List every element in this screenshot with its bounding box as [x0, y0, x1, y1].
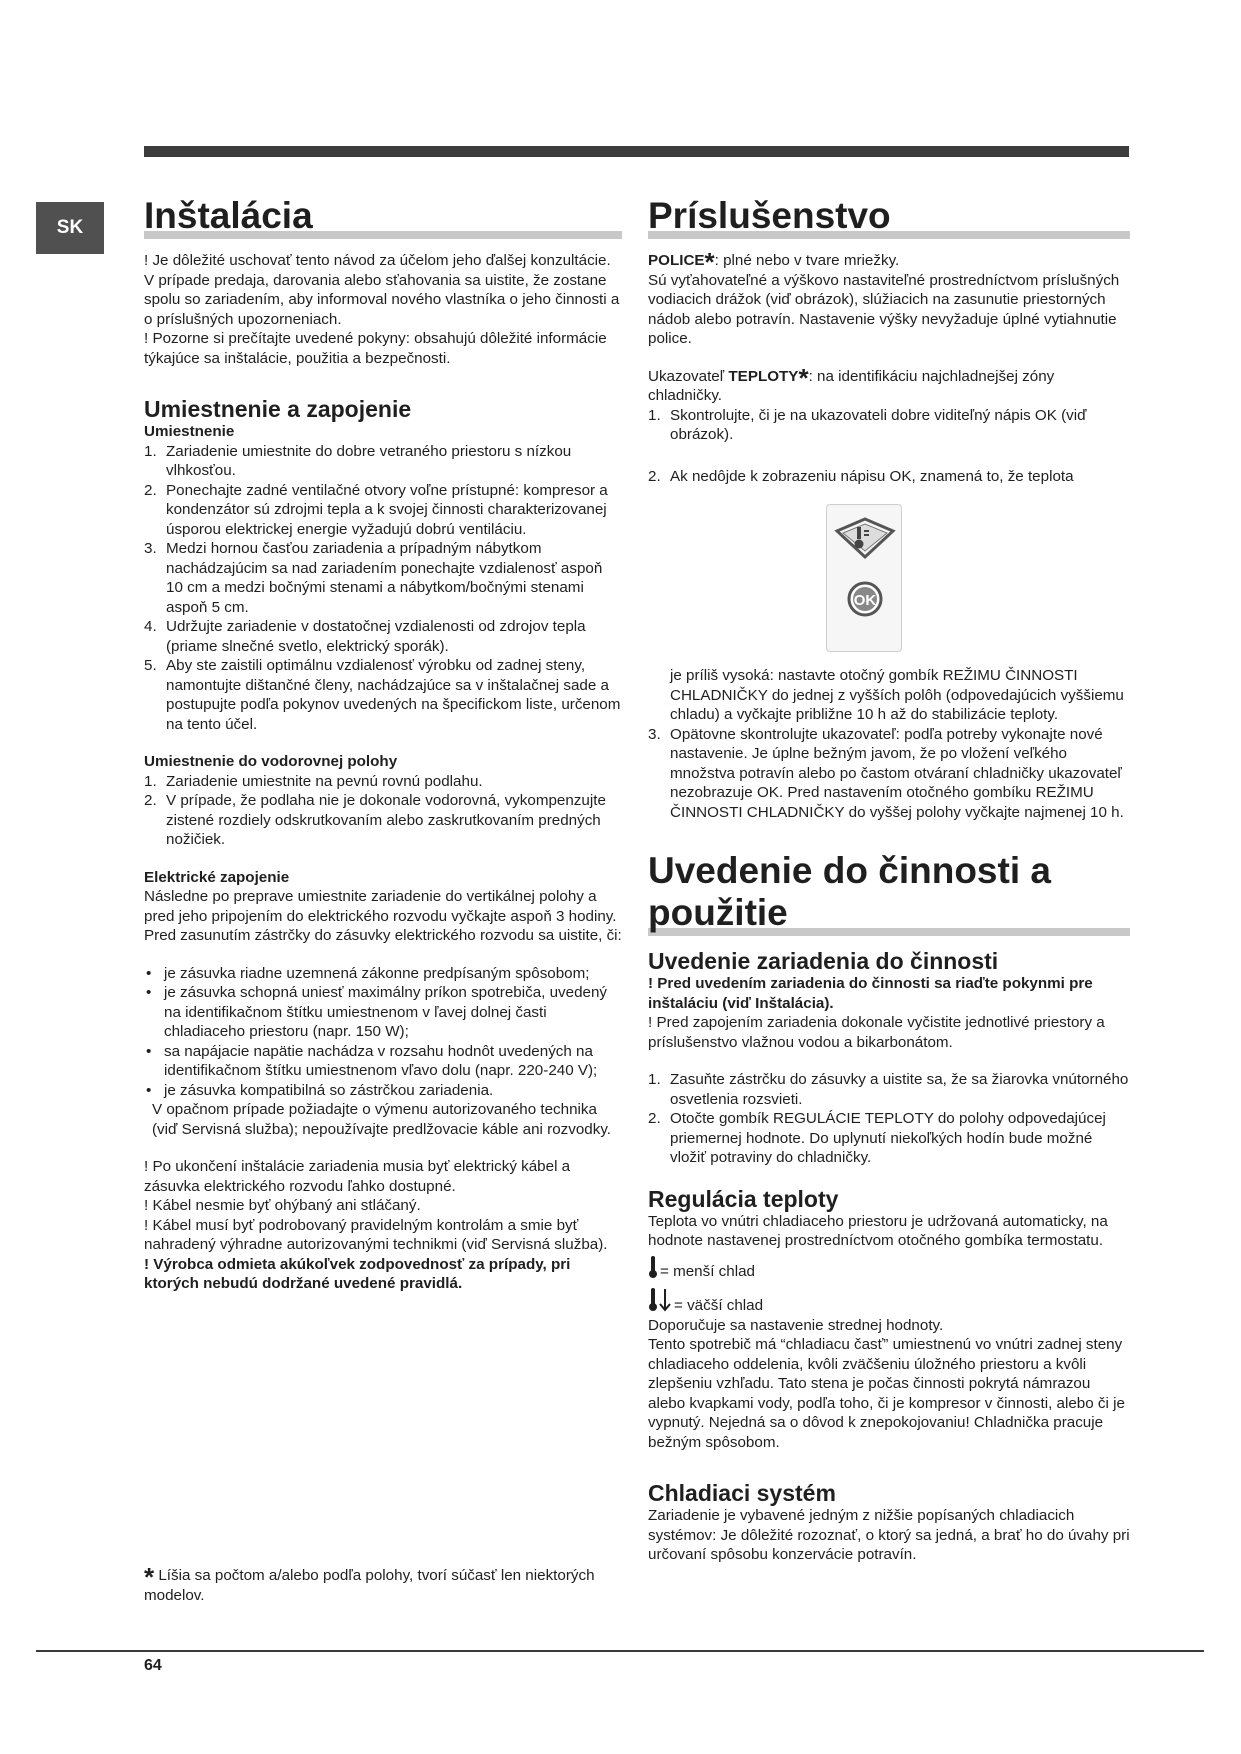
regulation-text: Teplota vo vnútri chladiaceho priestoru je udržovaná automaticky, na hodnote nastavenej prostredníctvom otočného gombíka termostatu. [648, 1212, 1108, 1249]
list-item: 5. Aby ste zaistili optimálnu vzdialenosť výrobku od zadnej steny, namontujte dištančné členy, nachádzajúce sa v inštalačnej sade a postupujte podľa pokynov uvedených na špecifickom liste, určenom na tento účel. [144, 657, 621, 733]
safety-note: ! Pozorne si prečítajte uvedené pokyny: obsahujú dôležité informácie týkajúce sa inštalácie, použitia a bezpečnosti. [144, 330, 607, 367]
left-column [144, 195, 622, 1294]
start-list [648, 1070, 1130, 1168]
list-item: 2. V prípade, že podlaha nie je dokonale vodorovná, vykompenzujte zistené rozdiely odskrutkovaním alebo zaskrutkovaním predných nožičiek. [144, 792, 606, 848]
regulation-recommendation: Doporučuje sa nastavenie strednej hodnoty. [648, 1316, 944, 1334]
installation-title: Inštalácia [144, 195, 622, 239]
leveling-list [144, 772, 622, 850]
cable-warning: ! Kábel musí byť podrobovaný pravidelným kontrolám a smie byť nahradený výhradne autorizovanými technikmi (viď Servisná služba). [144, 1216, 608, 1253]
list-item: 3. Medzi hornou časťou zariadenia a prípadným nábytkom nachádzajúcim sa nad zariadením ponechajte vzdialenosť aspoň 10 cm a medzi bočnými stenami a nábytkom/bočnými stenami aspoň 5 cm. [144, 540, 603, 616]
language-tab: SK [36, 202, 104, 254]
thermometer-low-icon [648, 1255, 658, 1279]
intro-paragraph: ! Je dôležité uschovať tento návod za účelom jeho ďalšej konzultácie. V prípade predaja, darovania alebo sťahovania sa uistite, že zostane spolu so zariadením, aby informoval nového vlastníka o jeho činnosti a o príslušných upozorneniach. [144, 252, 620, 328]
list-item: 1. Skontrolujte, či je na ukazovateli dobre viditeľný nápis OK (viď obrázok). [648, 406, 1087, 443]
asterisk-icon: * [144, 1562, 155, 1592]
cable-warning: ! Po ukončení inštalácie zariadenia musia byť elektrický kábel a zásuvka elektrického rozvodu ľahko dostupné. [144, 1158, 571, 1195]
list-item: • je zásuvka kompatibilná so zástrčkou zariadenia. [146, 1081, 494, 1099]
shelves-line: POLICE*: plné nebo v tvare mriežky. [648, 247, 900, 277]
thermometer-high-icon [648, 1287, 672, 1313]
more-cold-line: = väčší chlad [648, 1287, 1130, 1316]
electrical-else: V opačnom prípade požiadajte o výmenu autorizovaného technika (viď Servisná služba); nepoužívajte predlžovacie káble ani rozvodky. [152, 1101, 611, 1138]
placement-heading: Umiestnenie a zapojenie [144, 396, 412, 422]
accessories-title: Príslušenstvo [648, 195, 1130, 239]
placement-subheading: Umiestnenie [144, 423, 235, 440]
start-warning: ! Pred uvedením zariadenia do činnosti sa riaďte pokynmi pre inštaláciu (viď Inštalácia). [648, 975, 1093, 1012]
list-item: 1. Zariadenie umiestnite na pevnú rovnú podlahu. [144, 772, 483, 790]
electrical-intro: Následne po preprave umiestnite zariadenie do vertikálnej polohy a pred jeho pripojením do elektrického rozvodu vyčkajte aspoň 3 hodiny. Pred zasunutím zástrčky do zásuvky elektrického rozvodu sa uistite, či: [144, 888, 622, 944]
asterisk-icon: * [798, 362, 809, 393]
cable-warning: ! Kábel nesmie byť ohýbaný ani stláčaný. [144, 1197, 421, 1214]
header-rule [144, 146, 1129, 157]
electrical-checklist [144, 964, 622, 1101]
asterisk-icon: * [704, 247, 715, 277]
page-number: 64 [144, 1657, 162, 1674]
list-item: 1. Zariadenie umiestnite do dobre vetraného priestoru s nízkou vlhkosťou. [144, 442, 572, 479]
cooling-heading: Chladiaci systém [648, 1480, 836, 1506]
indicator-icon [827, 505, 903, 653]
right-column [648, 195, 1130, 1565]
list-item: • je zásuvka riadne uzemnená zákonne predpísaným spôsobom; [146, 964, 590, 982]
temperature-list [648, 406, 1130, 487]
list-item: • je zásuvka schopná uniesť maximálny príkon spotrebiča, uvedený na identifikačnom štítku umiestnenom v ľavej dolnej časti chladiaceho priestoru (napr. 150 W); [146, 984, 607, 1040]
start-heading: Uvedenie zariadenia do činnosti [648, 948, 999, 974]
electrical-heading: Elektrické zapojenie [144, 868, 290, 886]
less-cold-line: = menší chlad [648, 1255, 1130, 1282]
regulation-heading: Regulácia teploty [648, 1185, 839, 1212]
list-item: 2. Otočte gombík REGULÁCIE TEPLOTY do polohy odpovedajúcej priemernej hodnote. Do uplynutí niekoľkých hodín bude možné vložiť potraviny do chladničky. [648, 1110, 1106, 1166]
ok-label: OK [853, 592, 877, 609]
regulation-note: Tento spotrebič má “chladiacu časť” umiestnenú vo vnútri zadnej steny chladiaceho oddelenia, kvôli zväčšeniu úložného priestoru a kvôli zlepšeniu vzhľadu. Tato stena je počas činnosti pokrytá námrazou alebo kvapkami vody, podľa toho, či je kompresor v činnosti, alebo či je vypnutý. Nejedná sa o dôvod k znepokojovaniu! Chladnička pracuje bežným spôsobom. [648, 1336, 1125, 1451]
footnote: * Líšia sa počtom a/alebo podľa polohy, tvorí súčasť len niektorých modelov. [144, 1562, 595, 1604]
temperature-list-cont [648, 725, 1130, 823]
temperature-indicator-figure [826, 504, 902, 652]
footer-rule [36, 1650, 1204, 1652]
start-cleaning: ! Pred zapojením zariadenia dokonale vyčistite jednotlivé priestory a príslušenstvo vlažnou vodou a bikarbonátom. [648, 1014, 1105, 1051]
usage-title: Uvedenie do činnosti a použitie [648, 850, 1130, 936]
list-item: 4. Udržujte zariadenie v dostatočnej vzdialenosti od zdrojov tepla (priame slnečné svetlo, elektrický sporák). [144, 618, 586, 655]
shelves-description: Sú vyťahovateľné a výškovo nastaviteľné prostredníctvom príslušných vodiacich drážok (viď obrázok), slúžiacich na zasunutie priestorných nádob alebo potravín. Nastavenie výšky nevyžaduje úplné vytiahnutie police. [648, 271, 1120, 347]
temperature-indicator-line: Ukazovateľ TEPLOTY*: na identifikáciu najchladnejšej zóny chladničky. [648, 362, 1055, 404]
temperature-continuation: je príliš vysoká: nastavte otočný gombík REŽIMU ČINNOSTI CHLADNIČKY do jednej z vyšších polôh (odpovedajúcich vyššiemu chladu) a vyčkajte približne 10 h až do stabilizácie teploty. [670, 667, 1124, 723]
list-item: • sa napájacie napätie nachádza v rozsahu hodnôt uvedených na identifikačnom štítku umiestnenom vľavo dolu (napr. 220-240 V); [146, 1042, 598, 1079]
list-item: 2. Ak nedôjde k zobrazeniu nápisu OK, znamená to, že teplota [648, 467, 1074, 485]
cooling-text: Zariadenie je vybavené jedným z nižšie popísaných chladiacich systémov: Je dôležité rozoznať, o ktorý sa jedná, a brať ho do úvahy pri určovaní spôsobu konzervácie potravín. [648, 1507, 1130, 1563]
placement-list [144, 442, 622, 735]
leveling-heading: Umiestnenie do vodorovnej polohy [144, 753, 398, 770]
list-item: 3. Opätovne skontrolujte ukazovateľ: podľa potreby vykonajte nové nastavenie. Je úplne bežným javom, že po vložení veľkého množstva potravín alebo po častom otváraní chladničky ukazovateľ nezobrazuje OK. Pred nastavením otočného gombíku REŽIMU ČINNOSTI CHLADNIČKY do vyššej polohy vyčkajte najmenej 10 h. [648, 725, 1124, 821]
liability-warning: ! Výrobca odmieta akúkoľvek zodpovednosť za prípady, pri ktorých nebudú dodržané uvedené pravidlá. [144, 1255, 571, 1292]
list-item: 1. Zasuňte zástrčku do zásuvky a uistite sa, že sa žiarovka vnútorného osvetlenia rozsvieti. [648, 1071, 1129, 1108]
list-item: 2. Ponechajte zadné ventilačné otvory voľne prístupné: kompresor a kondenzátor sú zdrojmi tepla a k svojej činnosti charakterizovanej úsporou elektrickej energie vyžadujú dobrú ventiláciu. [144, 481, 608, 538]
